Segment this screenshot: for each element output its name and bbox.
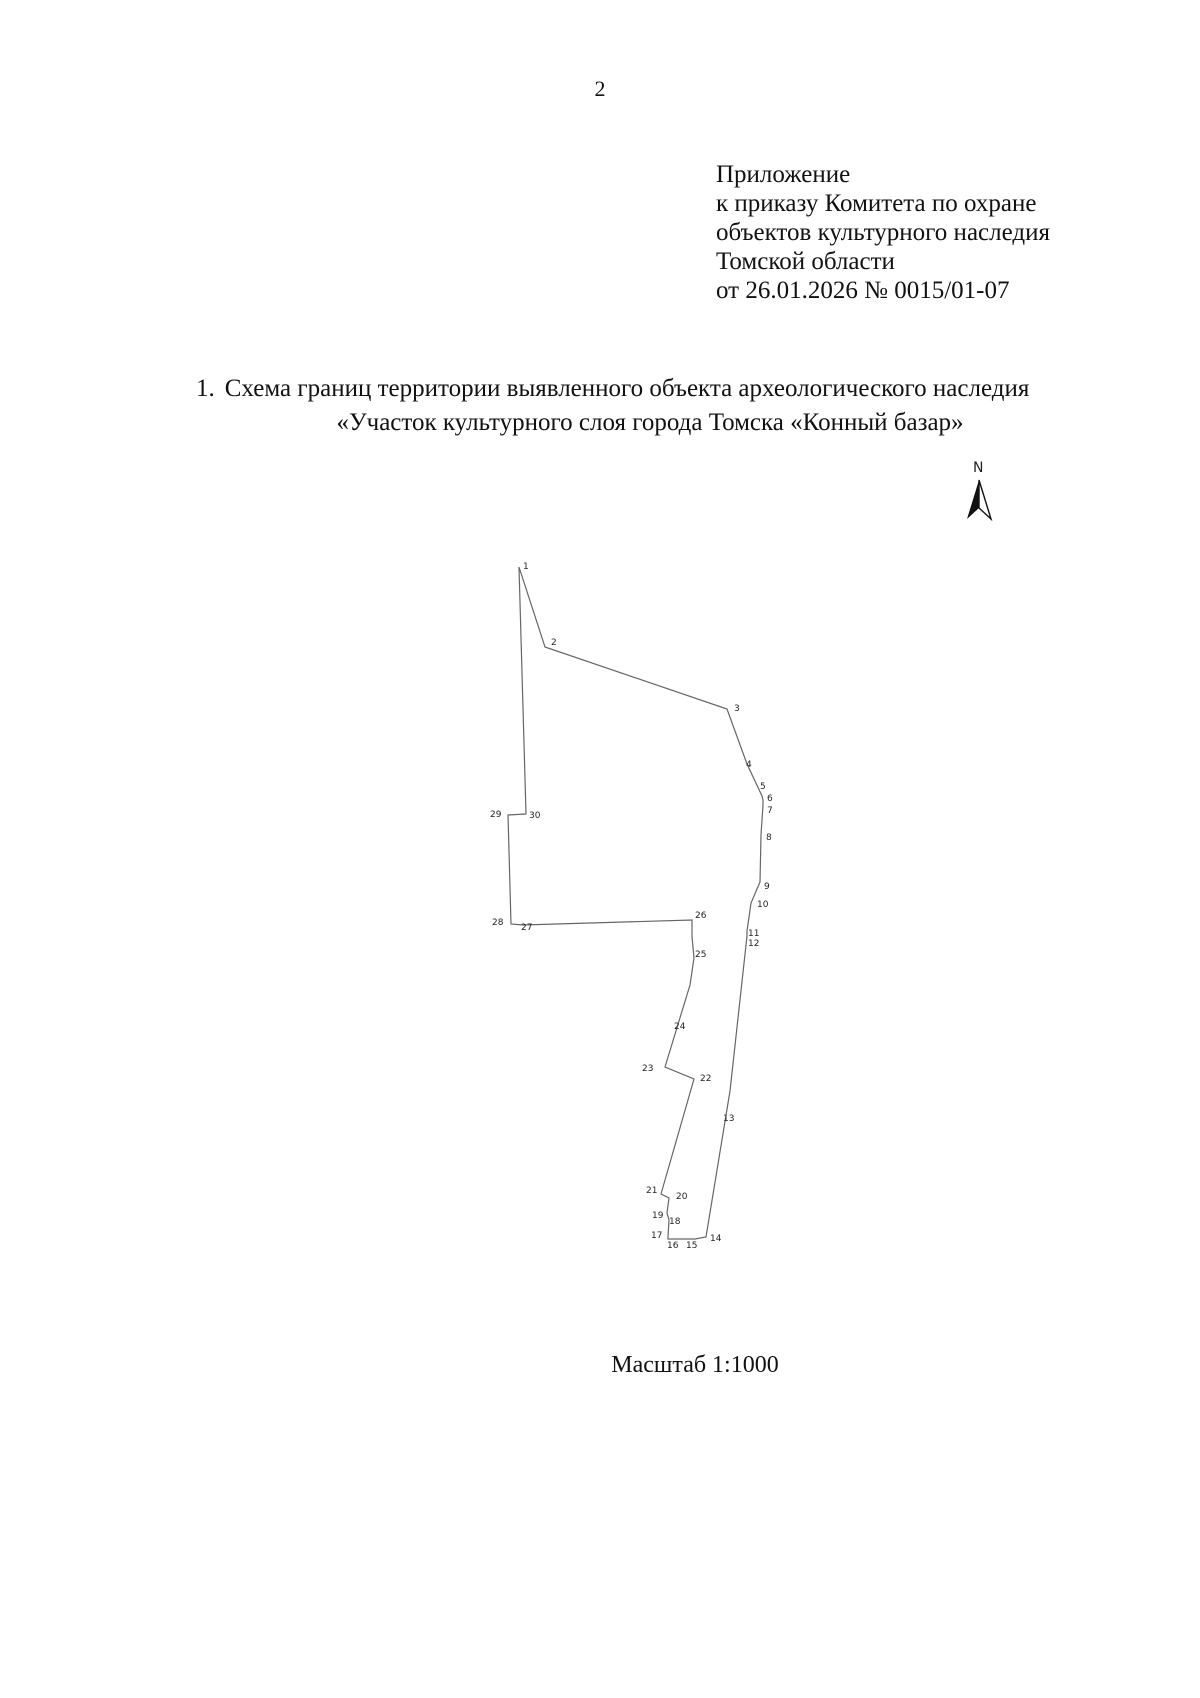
boundary-point-labels (490, 562, 773, 1251)
north-arrow-right (979, 480, 991, 519)
appendix-date-number: от 26.01.2026 № 0015/01-07 (716, 277, 1010, 304)
appendix-line: Приложение (716, 161, 851, 188)
boundary-point-label: 16 (667, 1241, 679, 1251)
scheme-title-line-2: «Участок культурного слоя города Томска «Конный базар» (336, 409, 964, 436)
appendix-line: объектов культурного наследия (716, 219, 1050, 246)
boundary-point-label: 25 (695, 950, 707, 960)
north-arrow-icon (967, 460, 991, 519)
boundary-point-label: 2 (551, 638, 557, 648)
boundary-point-label: 13 (723, 1114, 735, 1124)
scheme-title-number: 1. (196, 375, 215, 402)
boundary-point-label: 23 (642, 1064, 654, 1074)
boundary-point-label: 26 (695, 911, 707, 921)
boundary-point-label: 15 (686, 1241, 698, 1251)
boundary-point-label: 11 (748, 929, 760, 939)
appendix-line: Томской области (716, 248, 895, 275)
boundary-point-label: 28 (492, 918, 504, 928)
boundary-point-label: 6 (767, 794, 773, 804)
boundary-point-label: 7 (767, 806, 773, 816)
boundary-point-label: 1 (523, 562, 529, 572)
boundary-point-label: 20 (676, 1192, 688, 1202)
boundary-point-label: 8 (766, 833, 772, 843)
boundary-point-label: 12 (748, 939, 760, 949)
north-label: N (973, 460, 984, 476)
boundary-point-label: 9 (764, 882, 770, 892)
boundary-point-label: 17 (651, 1231, 663, 1241)
boundary-point-label: 22 (700, 1074, 712, 1084)
boundary-point-label: 14 (710, 1234, 722, 1244)
boundary-point-label: 29 (490, 810, 502, 820)
scheme-title-text: Схема границ территории выявленного объекта археологического наследия (224, 375, 1030, 402)
boundary-point-label: 19 (652, 1211, 664, 1221)
boundary-point-label: 10 (757, 900, 769, 910)
boundary-point-label: 27 (521, 923, 533, 933)
boundary-point-label: 30 (529, 811, 541, 821)
boundary-point-label: 21 (646, 1186, 658, 1196)
boundary-point-label: 5 (760, 782, 766, 792)
boundary-point-label: 3 (734, 704, 740, 714)
boundary-point-label: 4 (746, 760, 752, 770)
scale-label: Масштаб 1:1000 (611, 1352, 779, 1378)
boundary-point-label: 18 (669, 1217, 681, 1227)
north-arrow-left (967, 480, 979, 519)
appendix-line: к приказу Комитета по охране (716, 190, 1037, 217)
boundary-point-label: 24 (674, 1022, 686, 1032)
boundary-polygon (508, 567, 763, 1239)
page-number: 2 (594, 76, 606, 101)
